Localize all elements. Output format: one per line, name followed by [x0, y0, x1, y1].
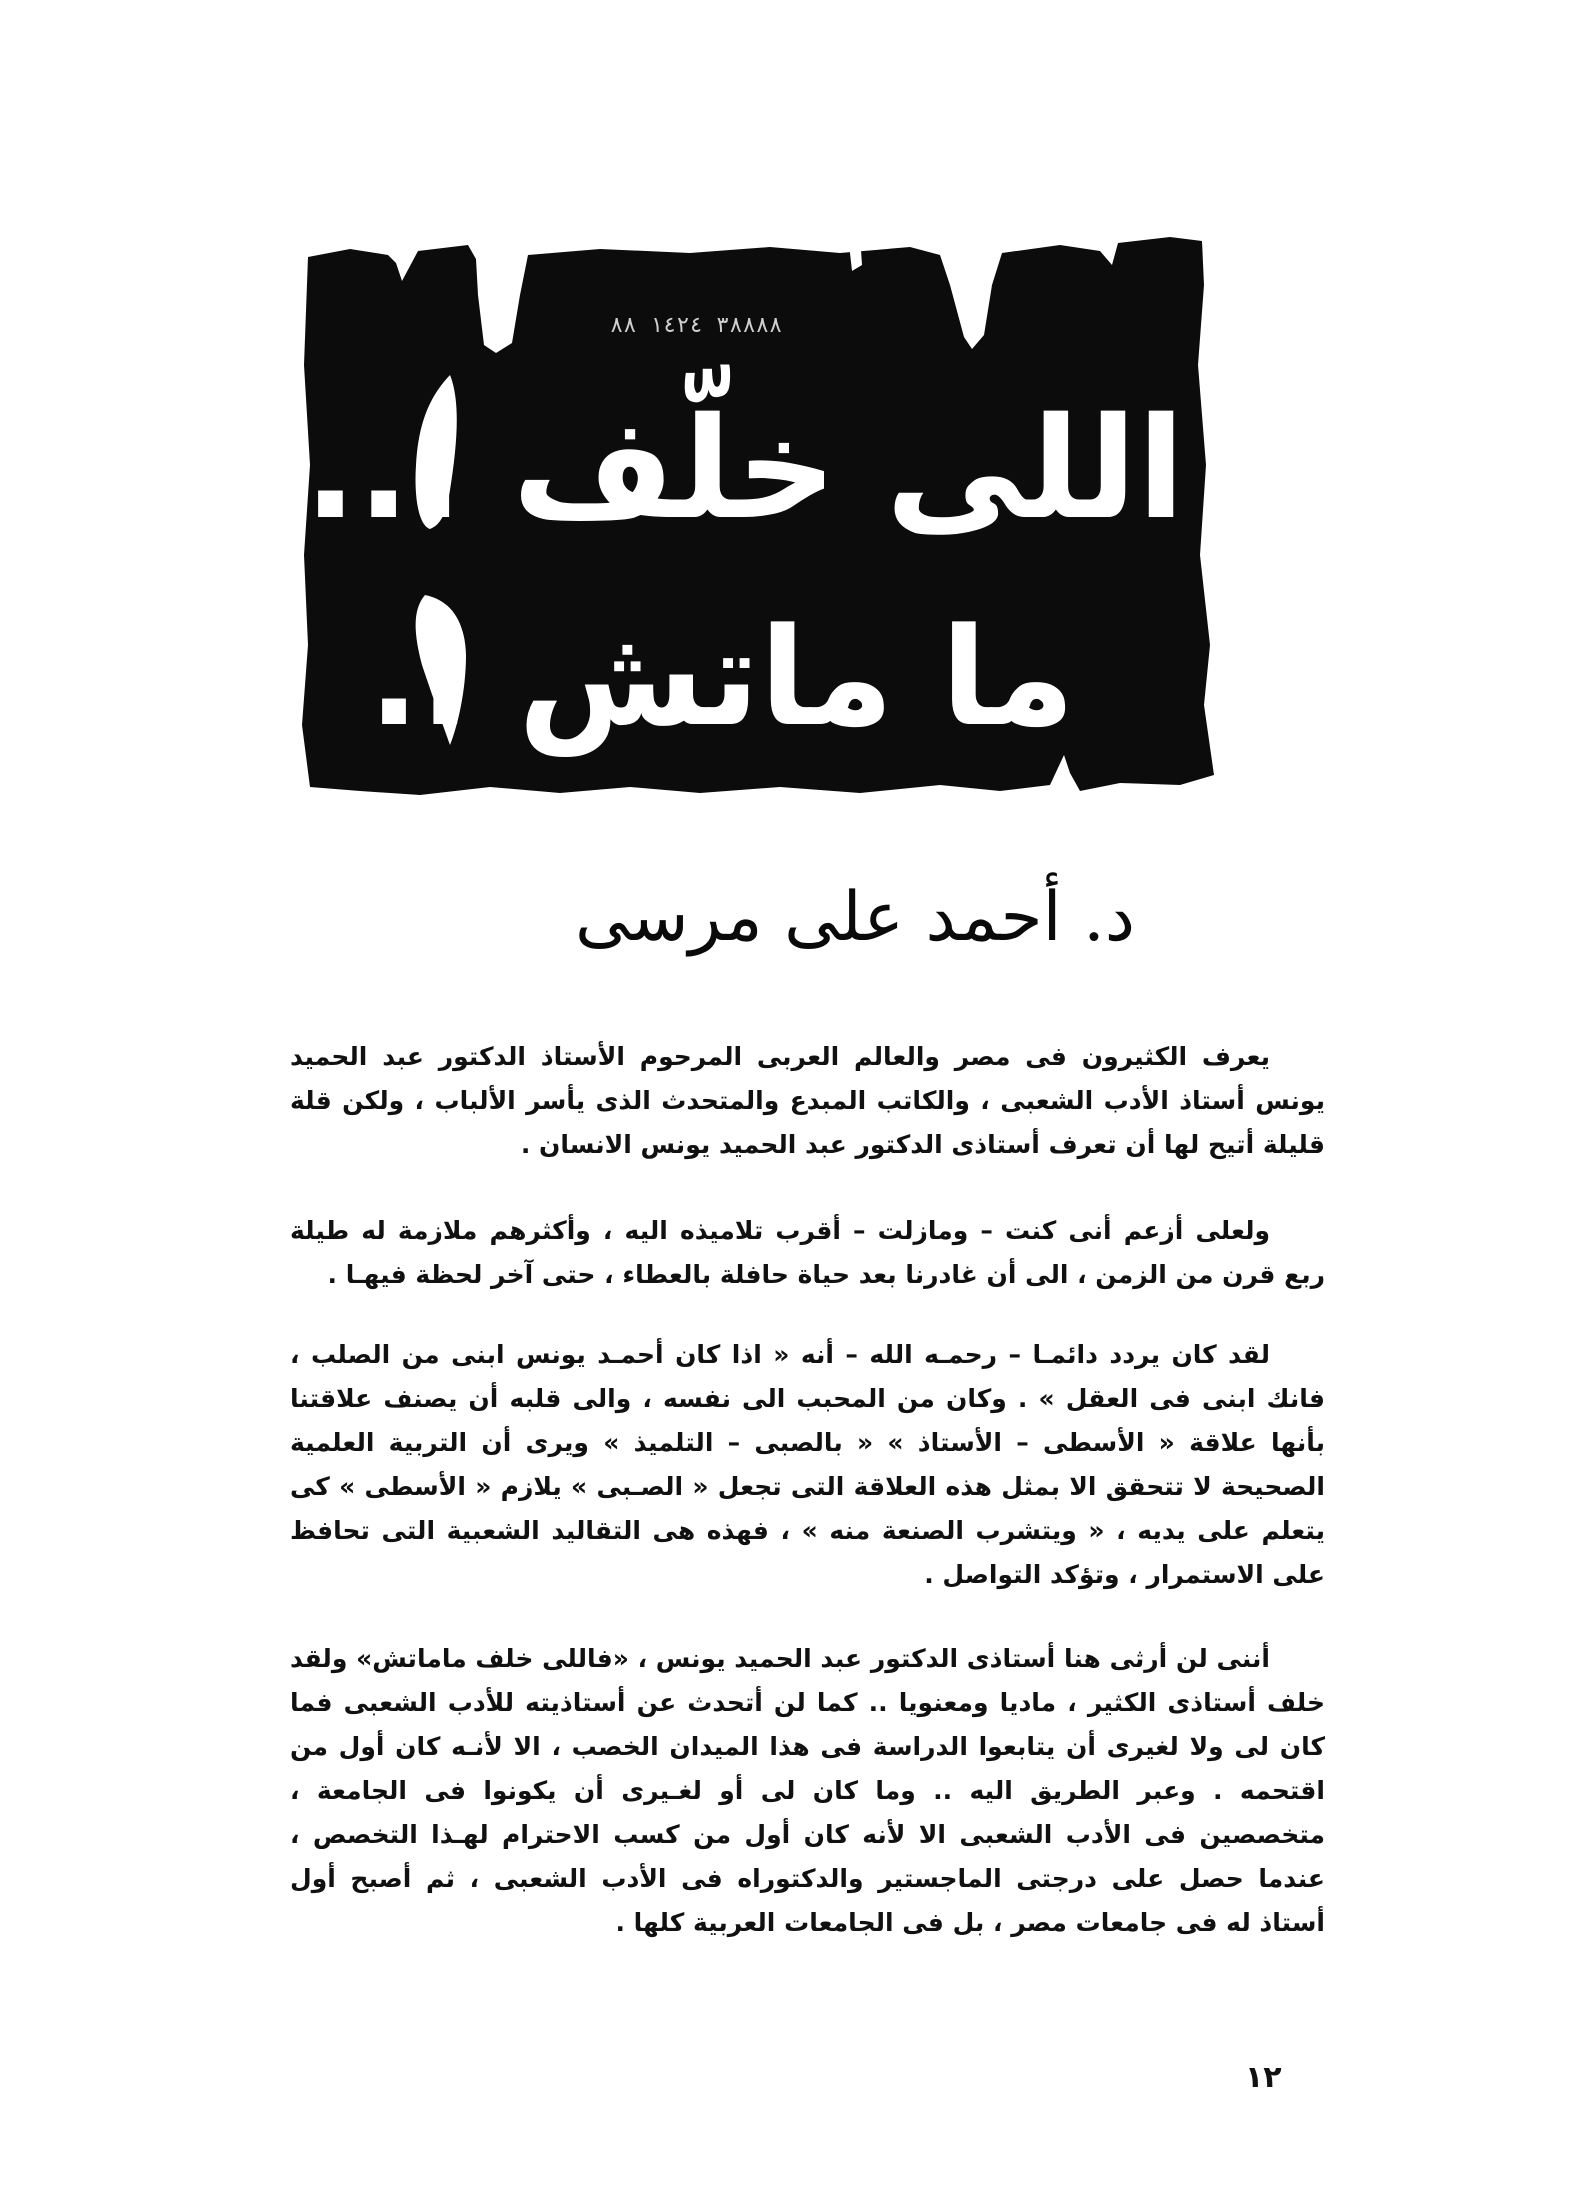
page-number: ١٢: [1245, 2060, 1282, 2095]
title-faint-text: ٣٨٨٨٨ ١٤٢٤ ٨٨: [610, 313, 783, 338]
title-line-2: ما ماتش ..: [368, 599, 1075, 756]
paragraph-2: ولعلى أزعم أنى كنت – ومازلت – أقرب تلاميذه اليه ، وأكثرهم ملازمة له طيلة ربع قرن من الزمن ، الى أن غادرنا بعد حياة حافلة بالعطاء ، حتى آخر لحظة فيهـا .: [290, 1216, 1325, 1289]
paragraph-3: لقد كان يردد دائمـا – رحمـه الله – أنه « اذا كان أحمـد يونس ابنى من الصلب ، فانك ابنى فى العقل » . وكان من المحبب الى نفسه ، والى قلبه أن يصنف علاقتنا بأنها علاقة « الأسطى – الأستاذ » « بالصبى – التلميذ » ويرى أن التربية العلمية الصحيحة لا تتحقق الا بمثل هذه العلاقة التى تجعل « الصـبى » يلازم « الأسطى » كى يتعلم على يديه ، « ويتشرب الصنعة منه » ، فهذه هى التقاليد الشعبية التى تحافظ على الاستمرار ، وتؤكد التواصل .: [290, 1340, 1325, 1589]
title-block: [300, 225, 1235, 815]
title-line-1: اللى خلّف ...: [303, 388, 1185, 551]
paragraph-4: أننى لن أرثى هنا أستاذى الدكتور عبد الحميد يونس ، «فاللى خلف ماماتش» ولقد خلف أستاذى الكثير ، ماديا ومعنويا .. كما لن أتحدث عن أستاذيته للأدب الشعبى فما كان لى ولا لغيرى أن يتابعوا الدراسة فى هذا الميدان الخصب ، الا لأنـه كان أول من اقتحمه . وعبر الطريق اليه .. وما كان لى أو لغـيرى أن يكونوا فى الجامعة ، متخصصين فى الأدب الشعبى الا لأنه كان أول من كسب الاحترام لهـذا التخصص ، عندما حصل على درجتى الماجستير والدكتوراه فى الأدب الشعبى ، ثم أصبح أول أستاذ له فى جامعات مصر ، بل فى الجامعات العربية كلها .: [290, 1644, 1325, 1937]
paragraph-1: يعرف الكثيرون فى مصر والعالم العربى المرحوم الأستاذ الدكتور عبد الحميد يونس أستاذ الأدب الشعبى ، والكاتب المبدع والمتحدث الذى يأسر الألباب ، ولكن قلة قليلة أتيح لها أن تعرف أستاذى الدكتور عبد الحميد يونس الانسان .: [290, 1042, 1325, 1159]
author-name: د. أحمد على مرسى: [574, 878, 1135, 957]
article-body: [290, 1035, 1325, 1945]
